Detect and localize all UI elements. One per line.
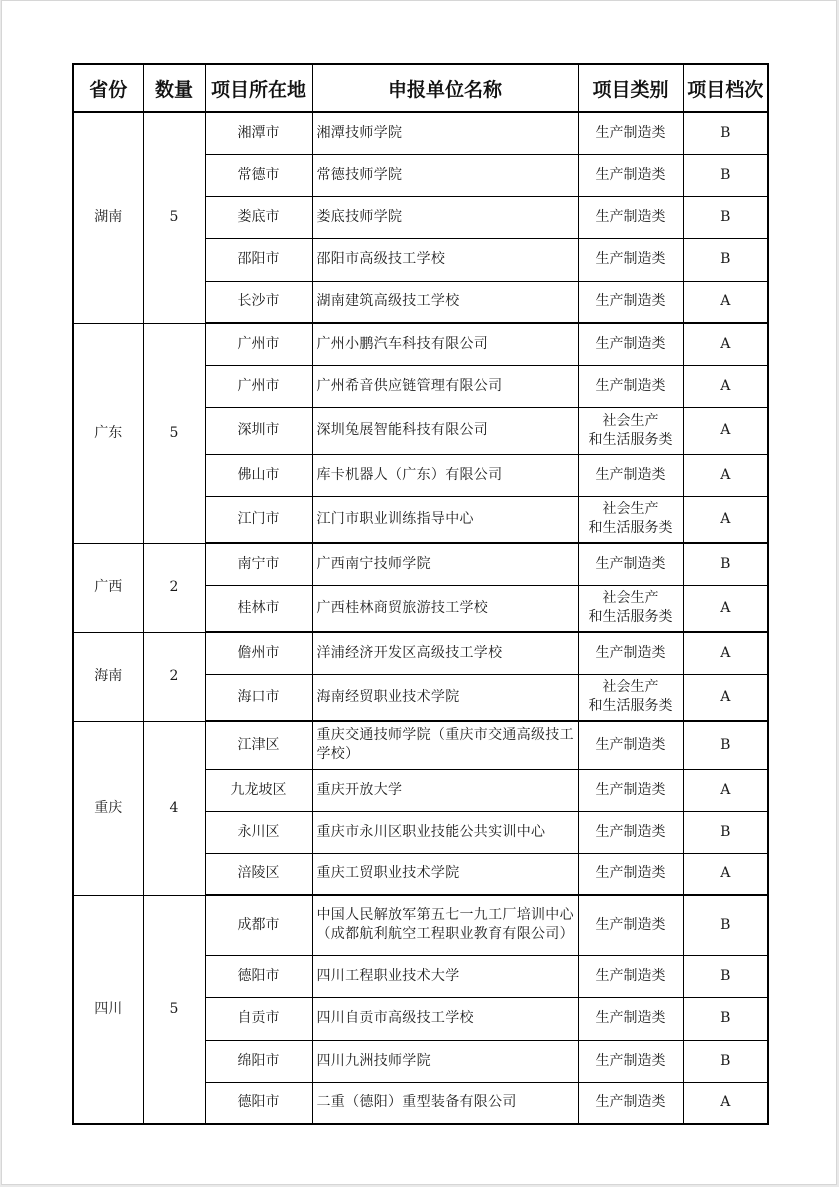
- location-cell: 绵阳市: [205, 1040, 312, 1082]
- unit-name-cell: 重庆工贸职业技术学院: [312, 853, 578, 895]
- location-cell: 广州市: [205, 365, 312, 407]
- category-line: 生产制造类: [595, 916, 666, 933]
- location-cell: 娄底市: [205, 196, 312, 238]
- grade-cell: B: [683, 196, 768, 238]
- unit-name-cell: 广州希音供应链管理有限公司: [312, 365, 578, 407]
- category-line: 生产制造类: [595, 967, 666, 984]
- header-unit: 申报单位名称: [312, 64, 578, 112]
- category-line: 社会生产: [602, 412, 659, 429]
- table-header-row: [73, 64, 768, 112]
- province-cell: 湖南: [73, 112, 143, 323]
- category-line: 生产制造类: [595, 466, 666, 483]
- unit-name-cell: 湘潭技师学院: [312, 112, 578, 154]
- location-cell: 广州市: [205, 323, 312, 365]
- location-cell: 南宁市: [205, 543, 312, 585]
- category-line: 生产制造类: [595, 736, 666, 753]
- location-cell: 海口市: [205, 674, 312, 721]
- category-line: 生产制造类: [595, 865, 666, 882]
- table-row: [73, 895, 768, 955]
- grade-cell: A: [683, 323, 768, 365]
- unit-name-cell: 深圳兔展智能科技有限公司: [312, 407, 578, 454]
- grade-cell: A: [683, 769, 768, 811]
- unit-name-cell: 四川九洲技师学院: [312, 1040, 578, 1082]
- category-line: 生产制造类: [595, 644, 666, 661]
- location-cell: 湘潭市: [205, 112, 312, 154]
- grade-cell: B: [683, 997, 768, 1040]
- count-cell: 2: [143, 543, 205, 632]
- category-line: 社会生产: [602, 501, 659, 518]
- project-table: [72, 63, 769, 1125]
- category-cell: [578, 112, 683, 154]
- province-cell: 重庆: [73, 721, 143, 895]
- location-cell: 桂林市: [205, 585, 312, 632]
- grade-cell: B: [683, 895, 768, 955]
- category-cell: [578, 895, 683, 955]
- location-cell: 涪陵区: [205, 853, 312, 895]
- count-cell: 5: [143, 323, 205, 543]
- category-cell: [578, 281, 683, 323]
- location-cell: 常德市: [205, 154, 312, 196]
- category-cell: [578, 543, 683, 585]
- count-cell: 5: [143, 112, 205, 323]
- unit-name-cell: 重庆市永川区职业技能公共实训中心: [312, 811, 578, 853]
- category-cell: [578, 721, 683, 769]
- grade-cell: B: [683, 955, 768, 997]
- unit-name-cell: 海南经贸职业技术学院: [312, 674, 578, 721]
- grade-cell: A: [683, 407, 768, 454]
- grade-cell: B: [683, 112, 768, 154]
- category-cell: [578, 154, 683, 196]
- province-cell: 海南: [73, 632, 143, 721]
- grade-cell: A: [683, 853, 768, 895]
- unit-name-cell: 四川工程职业技术大学: [312, 955, 578, 997]
- unit-name-cell: 重庆开放大学: [312, 769, 578, 811]
- category-line: 生产制造类: [595, 293, 666, 310]
- location-cell: 九龙坡区: [205, 769, 312, 811]
- category-cell: [578, 585, 683, 632]
- grade-cell: B: [683, 1040, 768, 1082]
- category-line: 生产制造类: [595, 251, 666, 267]
- unit-name-cell: 广西桂林商贸旅游技工学校: [312, 585, 578, 632]
- grade-cell: B: [683, 543, 768, 585]
- grade-cell: A: [683, 496, 768, 543]
- unit-name-cell: 四川自贡市高级技工学校: [312, 997, 578, 1040]
- category-cell: [578, 323, 683, 365]
- category-cell: [578, 853, 683, 895]
- header-count: 数量: [143, 64, 205, 112]
- location-cell: 江门市: [205, 496, 312, 543]
- category-line: 生产制造类: [595, 335, 666, 352]
- grade-cell: B: [683, 154, 768, 196]
- category-cell: [578, 407, 683, 454]
- category-cell: [578, 632, 683, 674]
- grade-cell: A: [683, 585, 768, 632]
- unit-name-cell: 江门市职业训练指导中心: [312, 496, 578, 543]
- category-cell: [578, 1040, 683, 1082]
- category-line: 生产制造类: [595, 823, 666, 840]
- province-cell: 广东: [73, 323, 143, 543]
- unit-name-cell: 常德技师学院: [312, 154, 578, 196]
- table-row: [73, 323, 768, 365]
- unit-name-cell: 重庆交通技师学院（重庆市交通高级技工学校）: [312, 721, 578, 769]
- location-cell: 成都市: [205, 895, 312, 955]
- location-cell: 儋州市: [205, 632, 312, 674]
- grade-cell: A: [683, 632, 768, 674]
- location-cell: 江津区: [205, 721, 312, 769]
- count-cell: 2: [143, 632, 205, 721]
- category-line: 和生活服务类: [588, 698, 673, 715]
- location-cell: 永川区: [205, 811, 312, 853]
- grade-cell: B: [683, 238, 768, 281]
- header-grade: 项目档次: [683, 64, 768, 112]
- province-cell: 广西: [73, 543, 143, 632]
- category-cell: [578, 997, 683, 1040]
- unit-name-cell: 库卡机器人（广东）有限公司: [312, 454, 578, 496]
- category-line: 生产制造类: [595, 781, 666, 798]
- location-cell: 深圳市: [205, 407, 312, 454]
- grade-cell: B: [683, 811, 768, 853]
- count-cell: 4: [143, 721, 205, 895]
- unit-name-cell: 广州小鹏汽车科技有限公司: [312, 323, 578, 365]
- unit-name-cell: 湖南建筑高级技工学校: [312, 281, 578, 323]
- category-cell: [578, 238, 683, 281]
- header-category: 项目类别: [578, 64, 683, 112]
- table-row: [73, 112, 768, 154]
- unit-name-cell: 娄底技师学院: [312, 196, 578, 238]
- grade-cell: A: [683, 454, 768, 496]
- category-cell: [578, 365, 683, 407]
- grade-cell: A: [683, 365, 768, 407]
- unit-name-cell: 邵阳市高级技工学校: [312, 238, 578, 281]
- category-line: 生产制造类: [595, 377, 666, 394]
- document-page: [1, 0, 837, 1185]
- unit-name-cell: 中国人民解放军第五七一九工厂培训中心（成都航利航空工程职业教育有限公司）: [312, 895, 578, 955]
- category-cell: [578, 811, 683, 853]
- unit-name-cell: 二重（德阳）重型装备有限公司: [312, 1082, 578, 1124]
- category-line: 生产制造类: [595, 124, 666, 141]
- header-location: 项目所在地: [205, 64, 312, 112]
- table-body: [73, 112, 768, 1124]
- category-cell: [578, 1082, 683, 1124]
- grade-cell: B: [683, 721, 768, 769]
- location-cell: 自贡市: [205, 997, 312, 1040]
- grade-cell: A: [683, 674, 768, 721]
- category-cell: [578, 955, 683, 997]
- category-cell: [578, 196, 683, 238]
- category-cell: [578, 769, 683, 811]
- category-line: 和生活服务类: [588, 609, 673, 626]
- header-province: 省份: [73, 64, 143, 112]
- category-line: 生产制造类: [595, 166, 666, 183]
- location-cell: 邵阳市: [205, 238, 312, 281]
- category-line: 生产制造类: [595, 1094, 666, 1111]
- table-row: [73, 632, 768, 674]
- category-cell: [578, 496, 683, 543]
- grade-cell: A: [683, 281, 768, 323]
- table-row: [73, 721, 768, 769]
- category-line: 社会生产: [602, 679, 659, 696]
- category-line: 生产制造类: [595, 1010, 666, 1026]
- province-cell: 四川: [73, 895, 143, 1124]
- unit-name-cell: 广西南宁技师学院: [312, 543, 578, 585]
- category-line: 社会生产: [602, 590, 659, 607]
- count-cell: 5: [143, 895, 205, 1124]
- category-line: 和生活服务类: [588, 431, 673, 448]
- location-cell: 佛山市: [205, 454, 312, 496]
- location-cell: 德阳市: [205, 1082, 312, 1124]
- category-cell: [578, 674, 683, 721]
- unit-name-cell: 洋浦经济开发区高级技工学校: [312, 632, 578, 674]
- category-line: 生产制造类: [595, 555, 666, 572]
- location-cell: 长沙市: [205, 281, 312, 323]
- category-cell: [578, 454, 683, 496]
- category-line: 生产制造类: [595, 208, 666, 225]
- table-row: [73, 543, 768, 585]
- category-line: 生产制造类: [595, 1052, 666, 1069]
- category-line: 和生活服务类: [588, 520, 673, 537]
- location-cell: 德阳市: [205, 955, 312, 997]
- grade-cell: A: [683, 1082, 768, 1124]
